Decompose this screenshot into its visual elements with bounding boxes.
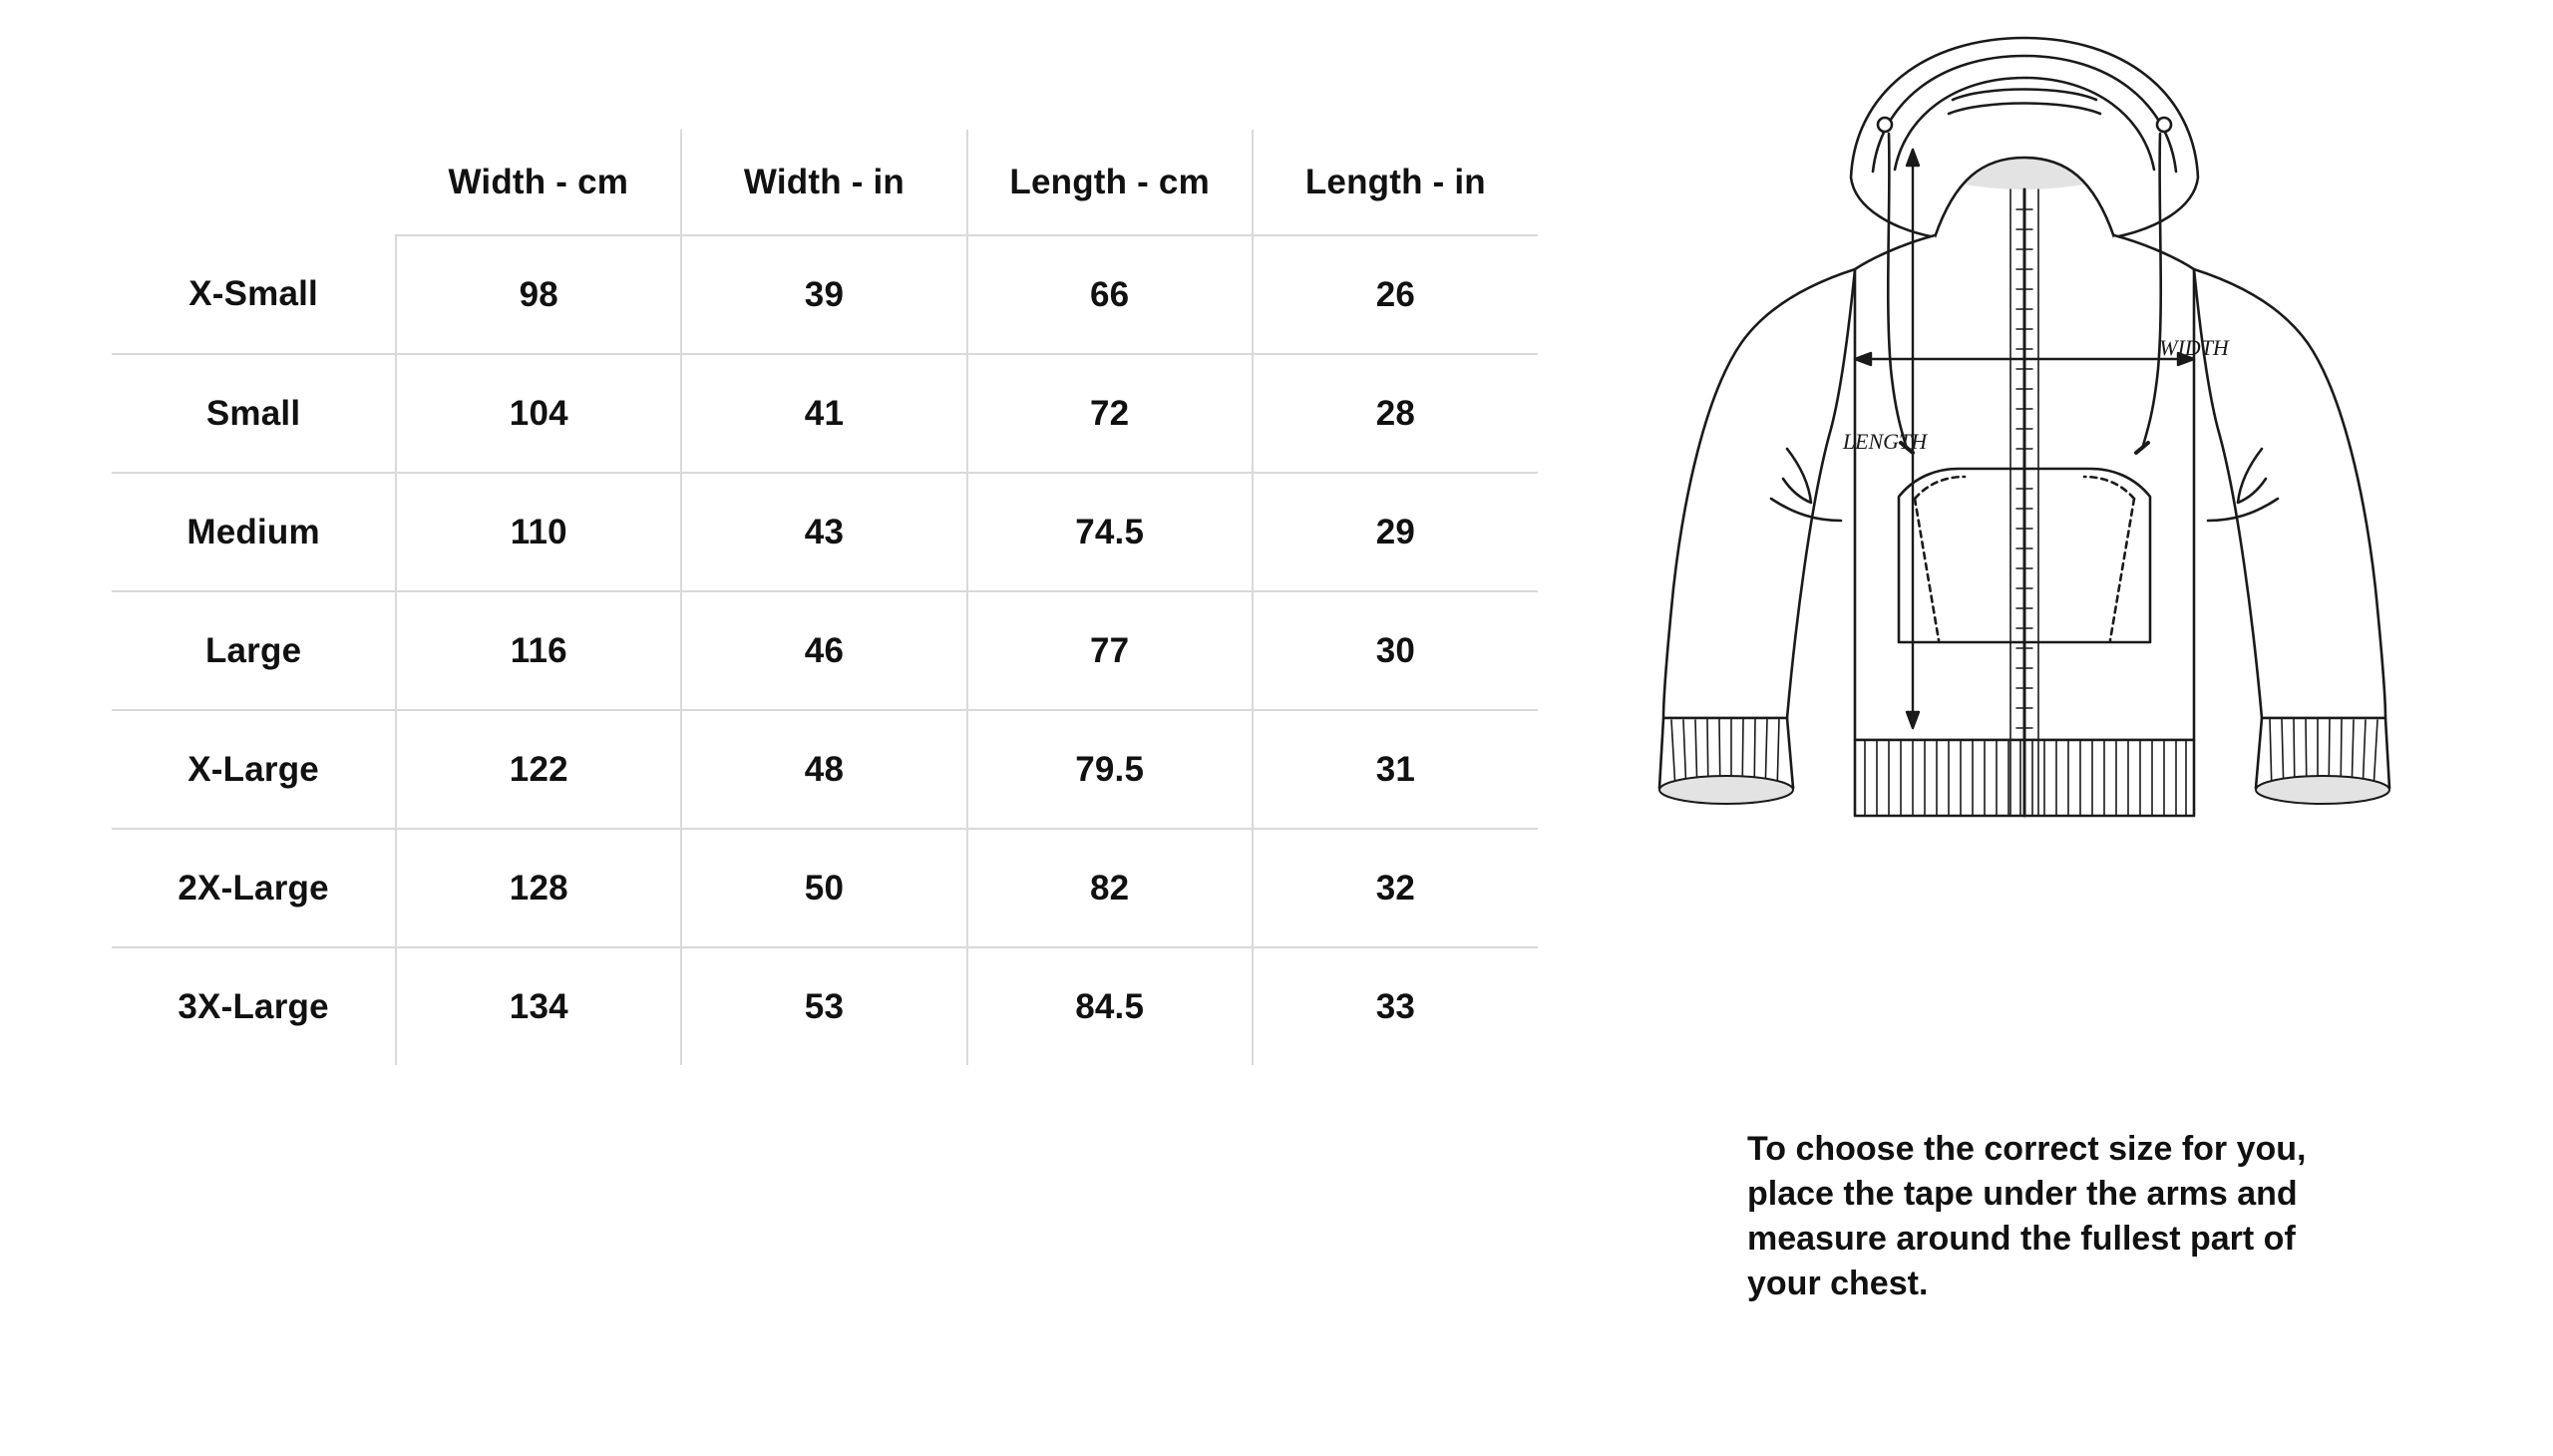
cell-x-large-width-in: 48 [681,710,966,829]
cell-x-large-width-cm: 122 [396,710,681,829]
table-row [112,235,1538,354]
illustration-pane [1556,30,2493,1426]
table-body [112,235,1538,1065]
table-header-row [112,130,1538,235]
cell-large-length-in: 30 [1253,591,1538,710]
table-corner-cell [112,130,396,235]
measure-instructions: To choose the correct size for you, place the tape under the arms and measure around the fullest part of your chest. [1747,1130,2307,1302]
cell-large-width-cm: 116 [396,591,681,710]
column-header-width-in: Width - in [681,130,966,235]
cell-x-small-length-in: 26 [1253,235,1538,354]
cell-3x-large-length-in: 33 [1253,947,1538,1065]
cell-2x-large-length-in: 32 [1253,829,1538,947]
cell-small-width-cm: 104 [396,354,681,473]
hood-eyelet-right [2157,118,2171,132]
column-header-length-in: Length - in [1253,130,1538,235]
table-row [112,591,1538,710]
cell-medium-width-in: 43 [681,473,966,591]
row-header-small: Small [112,354,396,473]
cell-x-small-width-in: 39 [681,235,966,354]
row-header-x-small: X-Small [112,235,396,354]
size-chart-table [112,130,1538,1065]
row-header-2x-large: 2X-Large [112,829,396,947]
table-row [112,829,1538,947]
cell-x-large-length-cm: 79.5 [967,710,1253,829]
column-header-width-cm: Width - cm [396,130,681,235]
width-label: WIDTH [2159,335,2229,360]
row-header-3x-large: 3X-Large [178,986,329,1026]
cell-medium-length-cm: 74.5 [967,473,1253,591]
length-label: LENGTH [1842,429,1928,454]
cell-2x-large-width-in: 50 [681,829,966,947]
row-header-x-large: X-Large [112,710,396,829]
cell-2x-large-length-cm: 82 [967,829,1253,947]
cell-small-length-cm: 72 [967,354,1253,473]
cell-medium-length-in: 29 [1253,473,1538,591]
table-row [112,473,1538,591]
cell-large-length-cm: 77 [967,591,1253,710]
row-header-large: Large [112,591,396,710]
cell-x-small-width-cm: 98 [396,235,681,354]
cell-small-length-in: 28 [1253,354,1538,473]
cell-3x-large-width-in: 53 [681,947,966,1065]
left-cuff [1659,718,1793,804]
right-cuff [2256,718,2389,804]
cell-medium-width-cm: 110 [396,473,681,591]
table-row [112,947,1538,1065]
cell-x-large-length-in: 31 [1253,710,1538,829]
table-row [112,354,1538,473]
cell-2x-large-width-cm: 128 [396,829,681,947]
cell-large-width-in: 46 [681,591,966,710]
cell-x-small-length-cm: 66 [967,235,1253,354]
cell-3x-large-width-cm: 134 [396,947,681,1065]
cell-small-width-in: 41 [681,354,966,473]
cell-3x-large-length-cm: 84.5 [967,947,1253,1065]
column-header-length-cm: Length - cm [967,130,1253,235]
left-sleeve [1663,269,1855,718]
size-table-pane [112,130,1538,1065]
row-header-medium: Medium [112,473,396,591]
table-row [112,710,1538,829]
table-header [112,130,1538,235]
zip-up-hoodie-icon [1556,30,2493,1057]
hood-eyelet-left [1878,118,1892,132]
